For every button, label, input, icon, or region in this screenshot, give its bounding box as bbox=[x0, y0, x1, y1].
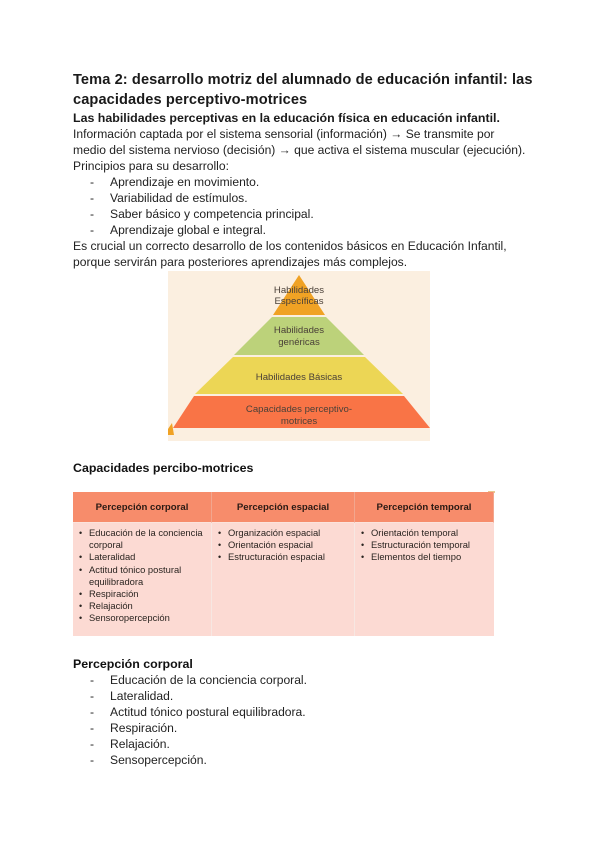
list-item: - Saber básico y competencia principal. bbox=[90, 207, 314, 221]
list-item: - Aprendizaje global e integral. bbox=[90, 223, 266, 237]
dash-marker: - bbox=[90, 207, 95, 221]
list-item: • Respiración bbox=[77, 588, 207, 600]
list-item: - Aprendizaje en movimiento. bbox=[90, 175, 260, 189]
pyramid-label: Específicas bbox=[274, 296, 324, 307]
intro-line-1: Información captada por el sistema sensorial (información) → Se transmite por bbox=[73, 127, 495, 141]
list-item: • Relajación bbox=[77, 600, 207, 612]
espacial-list bbox=[216, 527, 350, 564]
intro-paragraph bbox=[73, 126, 533, 158]
list-item: - Variabilidad de estímulos. bbox=[90, 191, 248, 205]
list-item: • Orientación espacial bbox=[216, 539, 350, 551]
dash-marker: - bbox=[90, 191, 95, 205]
percepcion-corporal-list bbox=[73, 672, 513, 768]
pyramid-diagram bbox=[168, 271, 430, 441]
dash-marker: - bbox=[90, 689, 95, 703]
perception-table bbox=[73, 492, 494, 636]
list-item: - Sensopercepción. bbox=[90, 753, 207, 767]
list-item: - Respiración. bbox=[90, 721, 178, 735]
corporal-list bbox=[77, 527, 207, 625]
table-header-corporal: Percepción corporal bbox=[73, 492, 212, 523]
dash-marker: - bbox=[90, 721, 95, 735]
dash-marker: - bbox=[90, 175, 95, 189]
list-item: • Orientación temporal bbox=[359, 527, 490, 539]
title-line-1: Tema 2: desarrollo motriz del alumnado de educación infantil: las bbox=[73, 72, 533, 88]
list-item: • Estructuración espacial bbox=[216, 551, 350, 563]
dash-marker: - bbox=[90, 705, 95, 719]
document-body bbox=[73, 70, 533, 270]
list-item: - Educación de la conciencia corporal. bbox=[90, 673, 307, 687]
list-item: • Estructuración temporal bbox=[359, 539, 490, 551]
conclusion-paragraph bbox=[73, 238, 533, 270]
conclusion-line-1: Es crucial un correcto desarrollo de los contenidos básicos en Educación Infantil, bbox=[73, 239, 507, 253]
pyramid-label: genéricas bbox=[278, 337, 320, 348]
page-title bbox=[73, 70, 533, 110]
list-item: • Actitud tónico postural equilibradora bbox=[77, 564, 207, 588]
principles-list bbox=[73, 174, 533, 238]
pyramid-label: Habilidades Básicas bbox=[255, 372, 343, 383]
dash-marker: - bbox=[90, 223, 95, 237]
pyramid-label: motrices bbox=[280, 416, 318, 427]
list-item: • Elementos del tiempo bbox=[359, 551, 490, 563]
list-item: • Lateralidad bbox=[77, 551, 207, 563]
dash-marker: - bbox=[90, 673, 95, 687]
pyramid-label: Capacidades perceptivo- bbox=[245, 404, 353, 415]
pyramid-label: Habilidades bbox=[273, 325, 325, 336]
section-heading-capacidades: Capacidades percibo-motrices bbox=[73, 461, 254, 475]
dash-marker: - bbox=[90, 737, 95, 751]
list-item: - Lateralidad. bbox=[90, 689, 174, 703]
conclusion-line-2: porque servirán para posteriores aprendizajes más complejos. bbox=[73, 255, 408, 269]
list-item: - Relajación. bbox=[90, 737, 170, 751]
list-item: • Organización espacial bbox=[216, 527, 350, 539]
pyramid-svg bbox=[168, 271, 430, 441]
table-header-espacial: Percepción espacial bbox=[212, 492, 355, 523]
list-item: - Actitud tónico postural equilibradora. bbox=[90, 705, 306, 719]
corner-mark bbox=[168, 423, 174, 435]
temporal-list bbox=[359, 527, 490, 564]
section-heading-percepcion-corporal: Percepción corporal bbox=[73, 657, 193, 671]
title-line-2: capacidades perceptivo-motrices bbox=[73, 92, 308, 108]
pyramid-level-generic bbox=[234, 317, 364, 355]
table-cell-temporal bbox=[355, 523, 494, 636]
table-cell-corporal bbox=[73, 523, 212, 636]
subtitle: Las habilidades perceptivas en la educación física en educación infantil. bbox=[73, 111, 500, 125]
list-item: • Educación de la conciencia corporal bbox=[77, 527, 207, 551]
pyramid-label: Habilidades bbox=[273, 285, 325, 296]
table-cell-espacial bbox=[212, 523, 355, 636]
list-item: • Sensoropercepción bbox=[77, 612, 207, 624]
intro-line-2: medio del sistema nervioso (decisión) → que activa el sistema muscular (ejecución). bbox=[73, 143, 526, 157]
principles-label: Principios para su desarrollo: bbox=[73, 159, 229, 173]
table-header-temporal: Percepción temporal bbox=[355, 492, 494, 523]
dash-marker: - bbox=[90, 753, 95, 767]
